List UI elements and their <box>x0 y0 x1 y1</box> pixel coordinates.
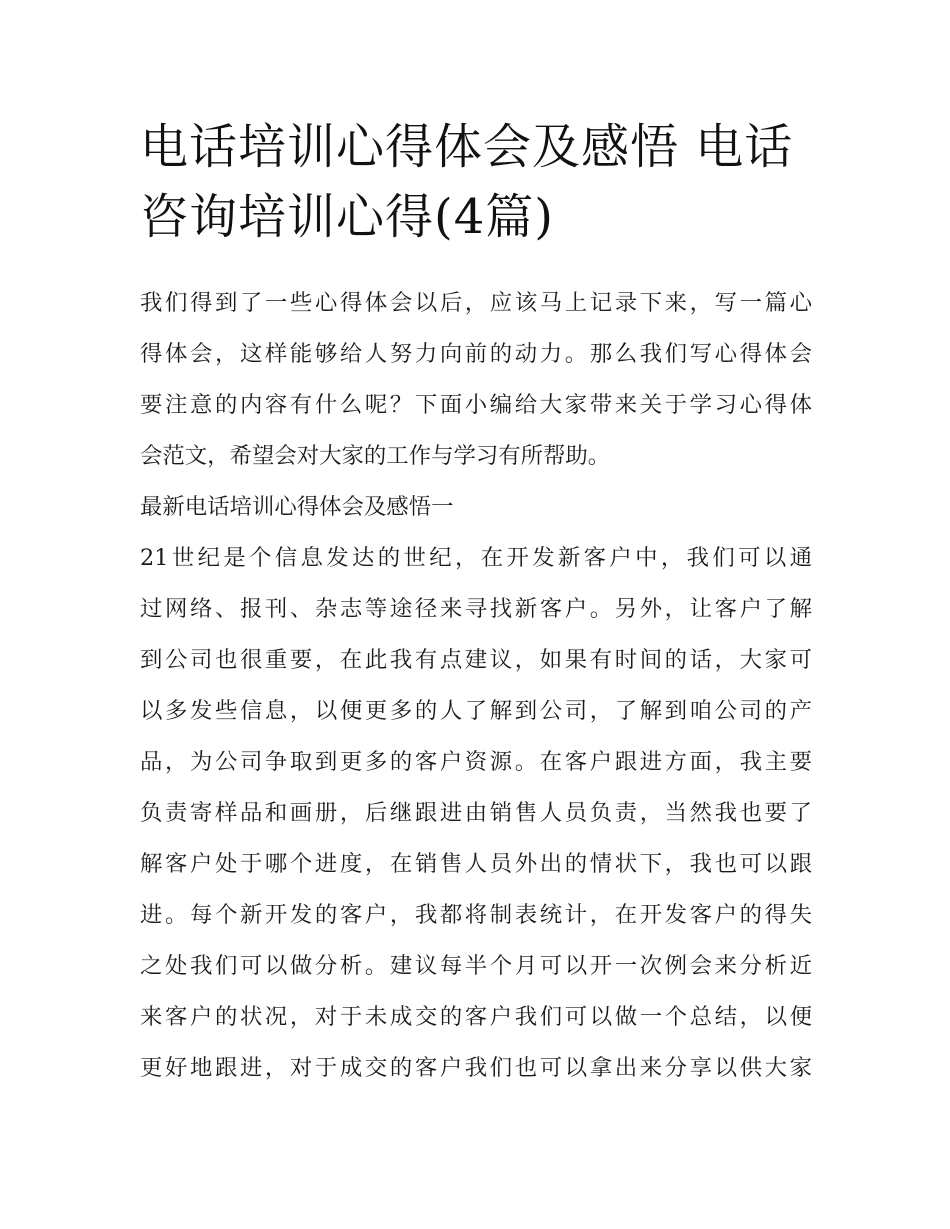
body-line: 21世纪是个信息发达的世纪，在开发新客户中，我们可以通 <box>140 545 812 571</box>
body-line: 到公司也很重要，在此我有点建议，如果有时间的话，大家可 <box>140 647 812 673</box>
title-line-1: 电话培训心得体会及感悟 电话 <box>140 119 794 175</box>
body-line: 之处我们可以做分析。建议每半个月可以开一次例会来分析近 <box>140 953 812 979</box>
body-line: 进。每个新开发的客户，我都将制表统计，在开发客户的得失 <box>140 902 812 928</box>
document-content <box>140 112 812 1094</box>
intro-line: 会范文，希望会对大家的工作与学习有所帮助。 <box>140 443 611 469</box>
body-line: 解客户处于哪个进度，在销售人员外出的情状下，我也可以跟 <box>140 851 812 877</box>
body-paragraph <box>140 533 812 1094</box>
document-title <box>140 112 812 252</box>
body-line: 以多发些信息，以便更多的人了解到公司，了解到咱公司的产 <box>140 698 812 724</box>
intro-line: 要注意的内容有什么呢？下面小编给大家带来关于学习心得体 <box>140 392 812 418</box>
body-line: 更好地跟进，对于成交的客户我们也可以拿出来分享以供大家 <box>140 1055 812 1081</box>
section-heading <box>140 482 812 533</box>
body-line: 品，为公司争取到更多的客户资源。在客户跟进方面，我主要 <box>140 749 812 775</box>
body-line: 来客户的状况，对于未成交的客户我们可以做一个总结，以便 <box>140 1004 812 1030</box>
title-line-2: 咨询培训心得(4篇) <box>140 189 554 245</box>
intro-paragraph <box>140 278 812 482</box>
intro-line: 我们得到了一些心得体会以后，应该马上记录下来，写一篇心 <box>140 290 812 316</box>
body-line: 负责寄样品和画册，后继跟进由销售人员负责，当然我也要了 <box>140 800 812 826</box>
section-heading-text: 最新电话培训心得体会及感悟一 <box>140 494 454 520</box>
intro-line: 得体会，这样能够给人努力向前的动力。那么我们写心得体会 <box>140 341 812 367</box>
body-line: 过网络、报刊、杂志等途径来寻找新客户。另外，让客户了解 <box>140 596 812 622</box>
